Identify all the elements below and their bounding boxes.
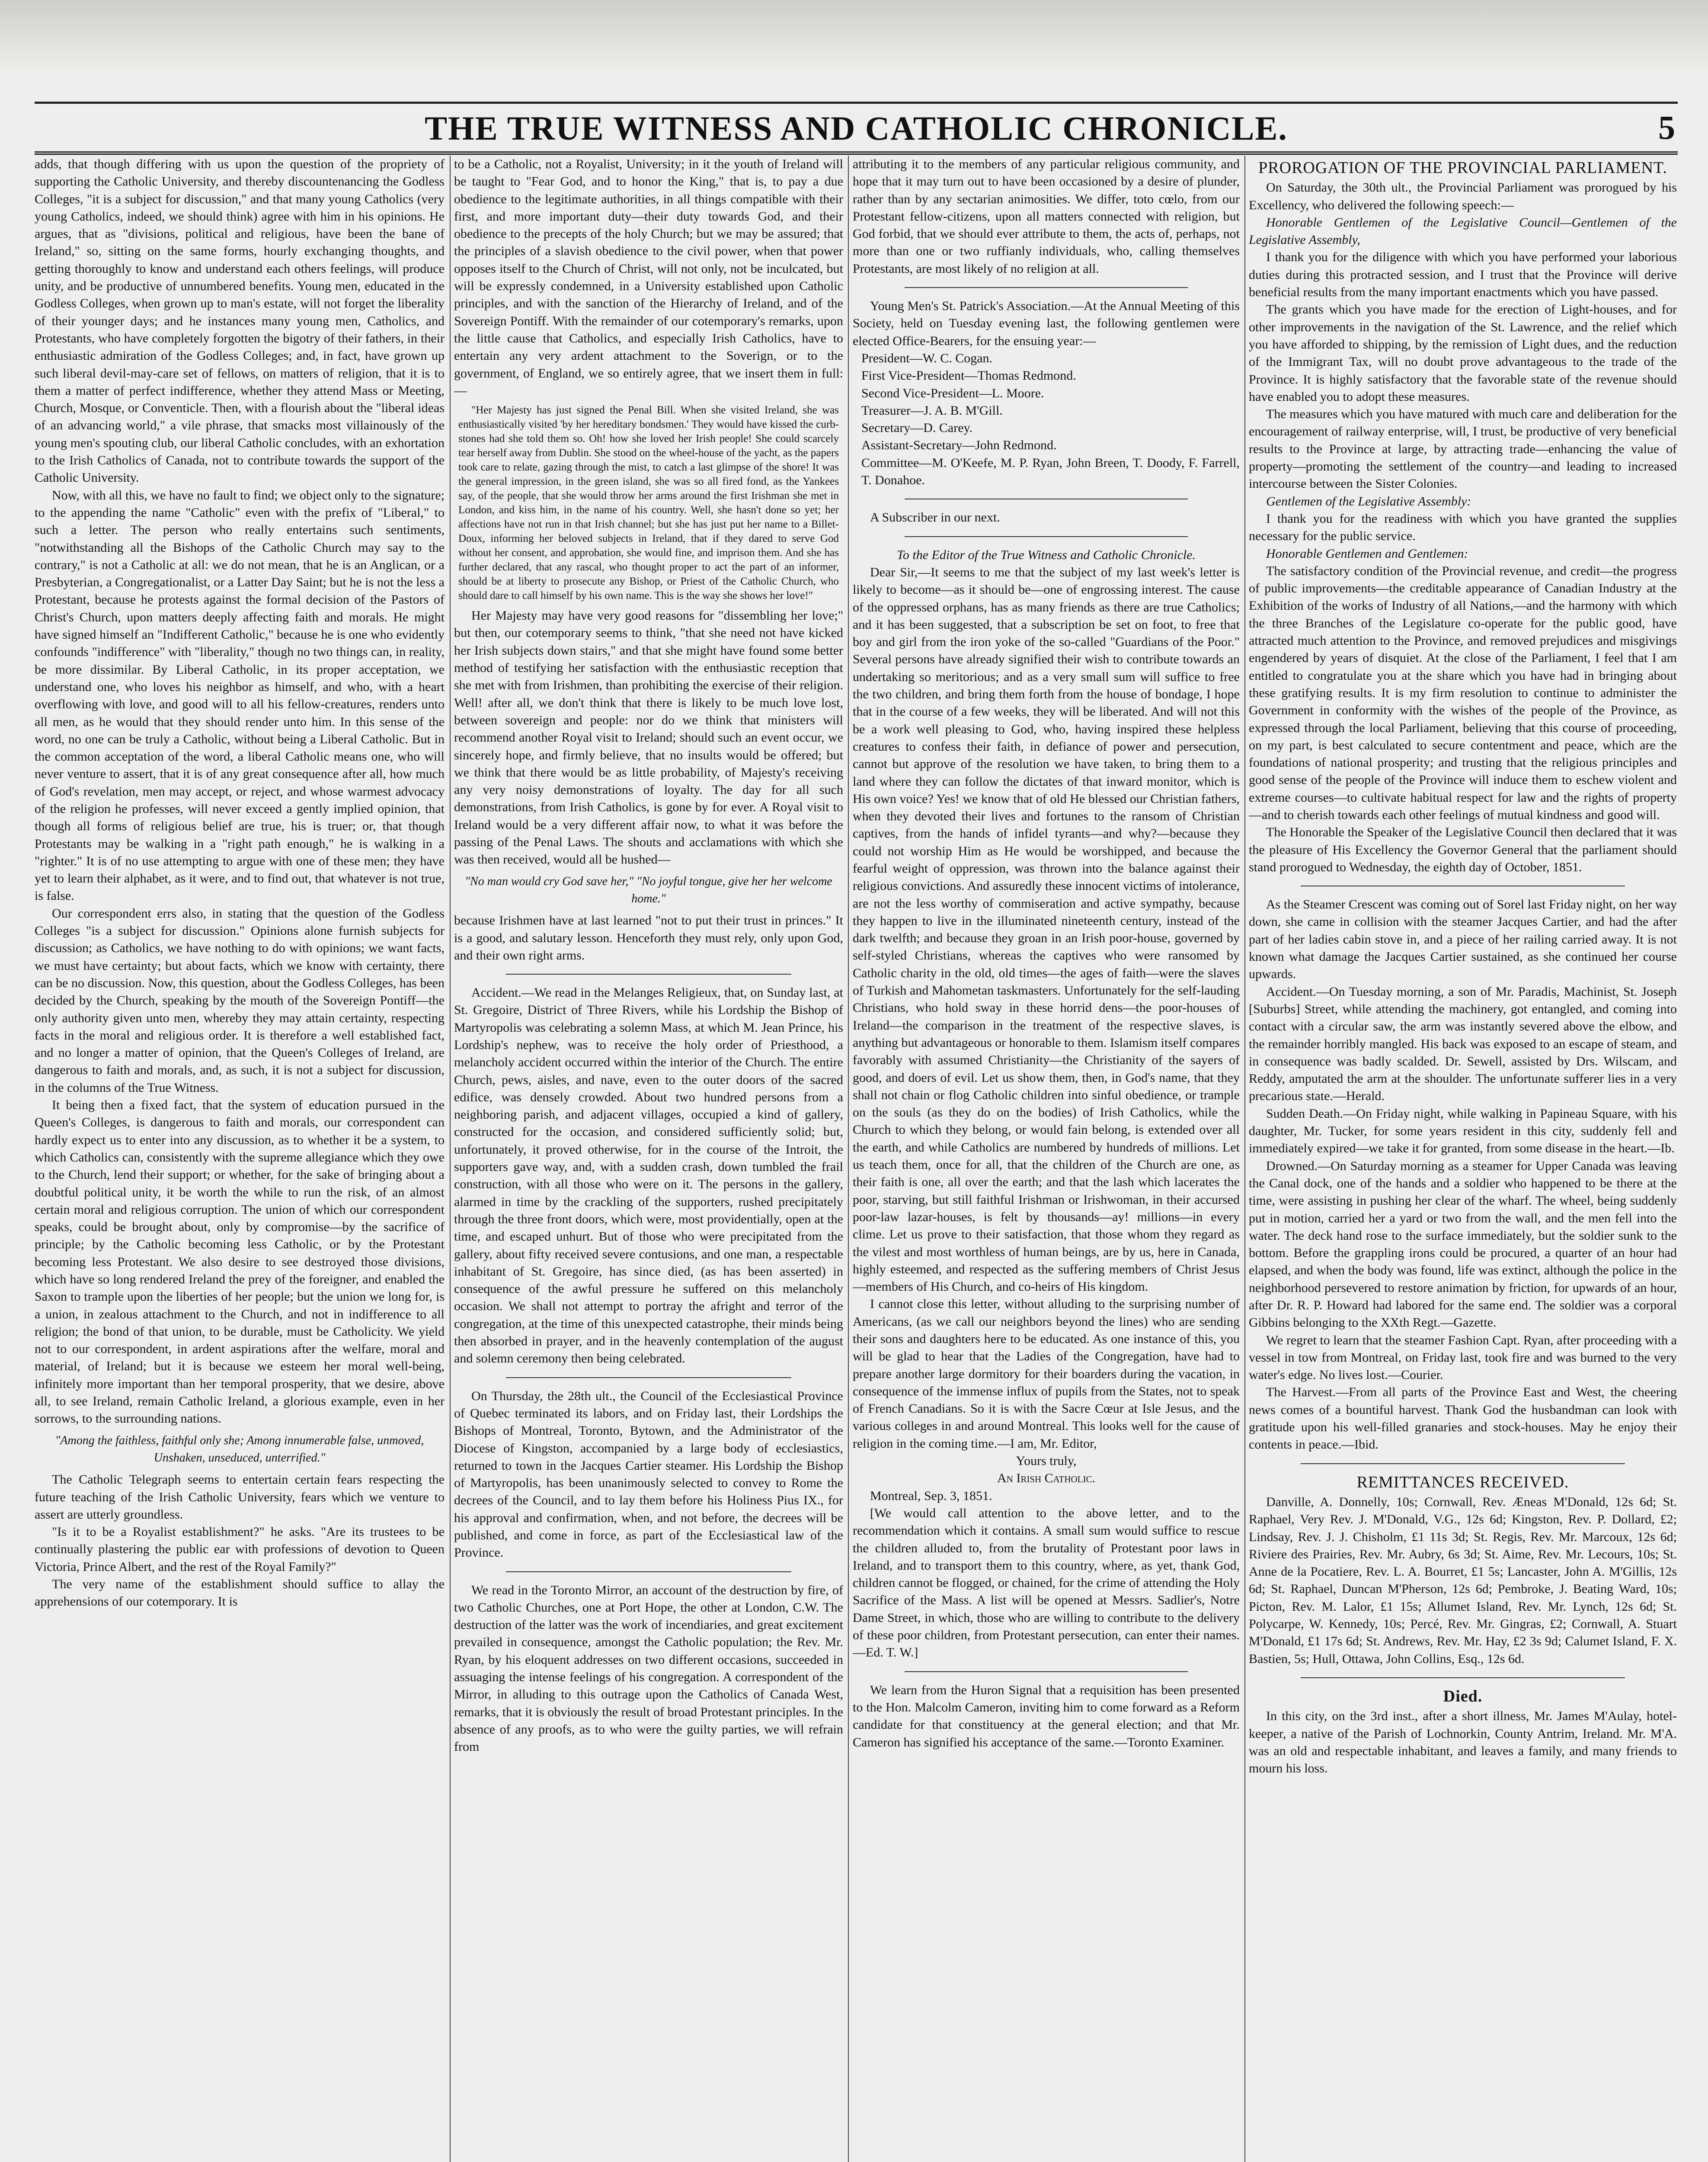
verse-quote: "Among the faithless, faithful only she; Among innumerable false, unmoved, Unshaken, unseduced, unterrified." [55, 1433, 424, 1465]
died-heading: Died. [1443, 1687, 1483, 1705]
article-paragraph: The Honorable the Speaker of the Legislative Council then declared that it was the pleasure of His Excellency the Governor General that the parliament should stand prorogued to Wednesday, the eighth day of October, 1851. [1249, 825, 1677, 874]
column-3 [853, 156, 1240, 2162]
officer-item: Secretary—D. Carey. [861, 421, 973, 435]
article-paragraph: Drowned.—On Saturday morning as a steamer for Upper Canada was leaving the Canal dock, one of the hands and a soldier who happened to be there at the time, were assisting in pushing her clear of the wharf. The wheel, being suddenly put in motion, carried her a yard or two from the wall, and the men fell into the water. The deck hand rose to the surface immediately, but the soldier sunk to the bottom. Before the grappling irons could be procured, a quarter of an hour had elapsed, and when the body was found, life was extinct, although the police in the neighborhood persevered to restore animation by friction, for upwards of an hour, after Dr. R. P. Howard had labored for the same end. The soldier was a corporal Gibbins belonging to the XXth Regt.—Gazette. [1249, 1158, 1677, 1330]
article-paragraph: The Catholic Telegraph seems to entertain certain fears respecting the future teaching of the Irish Catholic University, fears which we venture to assert are utterly groundless. [35, 1472, 445, 1522]
salutation: Honorable Gentlemen of the Legislative Council—Gentlemen of the Legislative Assembly, [1249, 215, 1677, 247]
article-paragraph: to be a Catholic, not a Royalist, University; in it the youth of Ireland will be taught to "Fear God, and to honor the King," that is, to pay a due obedience to the legitimate authorities, in all things compatible with their first, and more important duty—their duty towards God, and their obedience to the precepts of the holy Church; but we may be assured; that the principles of a slavish obedience to the civil power, when that power opposes itself to the Church of Christ, will not only, not be inculcated, but will be expressly condemned, in a University established upon Catholic principles, and with the sanction of the Hierarchy of Ireland, and of the Sovereign Pontiff. With the remainder of our cotemporary's remarks, upon the little cause that Catholics, and especially Irish Catholics, have to entertain any very ardent attachment to the Soverign, or to the government, of England, we so entirely agree, that we insert them in full:— [454, 157, 843, 398]
letter-dateline: Montreal, Sep. 3, 1851. [870, 1488, 992, 1503]
article-paragraph: because Irishmen have at last learned "not to put their trust in princes." It is a good, and salutary lesson. Henceforth they must rely, only upon God, and their own right arms. [454, 913, 843, 963]
officer-item: President—W. C. Cogan. [861, 351, 993, 365]
page-number: 5 [1658, 109, 1675, 146]
officer-item: First Vice-President—Thomas Redmond. [861, 368, 1076, 383]
section-rule [506, 1377, 791, 1378]
article-paragraph: Sudden Death.—On Friday night, while walking in Papineau Square, with his daughter, Mr. Tucker, for some years resident in this city, suddenly fell and immediately expired—we take it for granted, from some disease in the heart.—Ib. [1249, 1106, 1677, 1156]
article-paragraph: The measures which you have matured with much care and deliberation for the encouragement of railway enterprise, will, I trust, be productive of very beneficial results to the Province at large, by attracting trade—enhancing the value of property—promoting the settlement of the country—and leading to increased intercourse between the Sister Colonies. [1249, 407, 1677, 491]
article-paragraph: As the Steamer Crescent was coming out of Sorel last Friday night, on her way down, she came in collision with the steamer Jacques Cartier, and had the after part of her ladies cabin stove in, and a piece of her railing carried away. It is not known what damage the Jacques Cartier sustained, as she continued her course upwards. [1249, 897, 1677, 982]
letter-paragraph: I cannot close this letter, without alluding to the surprising number of Americans, (as we call our neighbors beyond the lines) who are sending their sons and daughters here to be educated. As one instance of this, you will be glad to hear that the Ladies of the Congregation, have had to prepare another large dormitory for their boarders during the vacation, in consequence of the immense influx of pupils from the States, not to speak of French Canadians. So it is with the Sacre Cœur at Isle Jesus, and the various colleges in and around Montreal. This looks well for the cause of religion in the coming time.—I am, Mr. Editor, [853, 1297, 1240, 1451]
article-paragraph: Her Majesty may have very good reasons for "dissembling her love;" but then, our cotemporary seems to think, "that she need not have kicked her Irish subjects down stairs," and that she might have found some better method of testifying her satisfaction with the enthusiastic reception that she met with from Irishmen, than prohibiting the exercise of their religion. Well! after all, we don't think that there is likely to be much love lost, between sovereign and people: nor do we think that ministers will recommend another Royal visit to Ireland; should such an event occur, we sincerely hope, and firmly believe, that no insults would be offered; but we think that there would be as little probability, of Majesty's receiving any very noisy demonstrations of loyalty. The day for all such demonstrations, from Irish Catholics, is gone by for ever. A Royal visit to Ireland would be a very different affair now, to what it was before the passing of the Penal Laws. The shouts and acclamations with which she was then received, would all be hushed— [454, 608, 843, 867]
column-1 [35, 156, 445, 2162]
obituary: In this city, on the 3rd inst., after a short illness, Mr. James M'Aulay, hotel-keeper, a native of the Parish of Lochnorkin, County Antrim, Ireland. Mr. M'A. was an old and respectable inhabitant, and leaves a family, and many friends to mourn his loss. [1249, 1709, 1677, 1776]
column-divider [1244, 156, 1245, 2162]
column-4 [1249, 156, 1677, 2162]
officer-item: Treasurer—J. A. B. M'Gill. [861, 403, 1003, 418]
article-paragraph: Our correspondent errs also, in stating that the question of the Godless Colleges "is a subject for discussion." Opinions alone furnish subjects for discussion; as Catholics, we have nothing to do with opinions; we want facts, we must have certainty; but about facts, which we know with certainty, there can be no discussion. Now, this question, about the Godless Colleges, has been decided by the Church, speaking by the mouth of the Sovereign Pontiff—the only authority given unto men, whereby they may attain certainty, respecting facts in the moral and religious order. It is therefore a well established fact, and no longer a matter of opinion, that the Queen's Colleges of Ireland, are dangerous to faith and morals, and, as such, it is not a subject for discussion, in the columns of the True Witness. [35, 906, 445, 1095]
article-paragraph: We read in the Toronto Mirror, an account of the destruction by fire, of two Catholic Churches, one at Port Hope, the other at London, C.W. The destruction of the latter was the work of incendiaries, and great excitement prevailed in consequence, amongst the Catholic population; the Rev. Mr. Ryan, by his eloquent addresses on two different occasions, succeeded in assuaging the intense feelings of his congregation. A correspondent of the Mirror, in alluding to this outrage upon the Catholics of Canada West, remarks, that it is obviously the result of broad Protestant principles. In the absence of any proofs, as to who were the guilty parties, we will refrain from [454, 1583, 843, 1754]
section-rule [905, 287, 1188, 288]
article-paragraph: adds, that though differing with us upon the question of the propriety of supporting the Catholic University, and thereby discountenancing the Godless Colleges, "it is a subject for discussion," and that many young Catholics (very young Catholics, indeed, we should think) agree with him in his opinions. He argues, that as "divisions, political and religious, have been the bane of Ireland," so, sitting on the same forms, hourly exchanging thoughts, and getting thoroughly to know and understand each others feelings, will produce unity, and be productive of unnumbered benefits. Young men, educated in the Godless Colleges, when grown up to man's estate, will not forget the liberality of their younger days; and he instances many young men, Catholics, and Protestants, who have completely forgotten the bigotry of their fathers, in their enthusiastic admiration of the Godless Colleges; and, in fact, have grown up such liberal devil-may-care set of fellows, on matters of religion, that it is to them a matter of perfect indifference, whether they attend Mass or Meeting, Church, Mosque, or Conventicle. Then, with a flourish about the "liberal ideas of an advancing world," a vile phrase, that smacks most villainously of the young men's spouting club, our liberal Catholic concludes, with an exhortation to the Irish Catholics of Canada, not to contribute towards the support of the Catholic University. [35, 157, 445, 485]
officer-item: Assistant-Secretary—John Redmond. [861, 438, 1057, 453]
masthead [35, 102, 1678, 155]
article-paragraph: Now, with all this, we have no fault to find; we object only to the signature; to the appending the name "Catholic" even with the prefix of "Liberal," to such a letter. The person who really entertains such sentiments, "notwithstanding all the Bishops of the Catholic Church may say to the contrary," is not a Catholic at all: we do not mean, that he is an Anglican, or a Presbyterian, a Congregationalist, or a Latter Day Saint; but he is not the less a Protestant, because he protests against the formal decision of the Pastors of Christ's Church, upon matters deeply affecting faith and morals. He might have signed himself an "Indifferent Catholic," because he is one who evidently confounds "indifference" with "liberality," though no two things can, in reality, be more dissimilar. By Liberal Catholic, in its proper acceptation, we understand one, who loves his neighbor as himself, and who, with a heart overflowing with love, and good will to all his fellow-creatures, renders unto all men, as he would that they should render unto him. In this sense of the word, no one can be truly a Catholic, without being a Liberal Catholic. But in the common acceptation of the word, a liberal Catholic means one, who will never venture to assert, that it is of any great consequence after all, how much of God's revelation, men may accept, or reject, and whose warmest advocacy of the religion he professes, will never exceed a gently implied opinion, that though all forms of religious belief are true, his is truer; or, that though Protestants may be walking in a "right path enough," he is walking in a "righter." It is of no use attempting to argue with one of these men; they have yet to learn their alphabet, as it were, and to find out, that whatever is not true, is false. [35, 488, 445, 903]
article-paragraph: The grants which you have made for the erection of Light-houses, and for other improvements in the navigation of the St. Lawrence, and the relief which you have afforded to shipping, by the remission of Light dues, and the reduction of the Immigrant Tax, will no doubt prove advantageous to the trade of the Province. It is highly satisfactory that the favorable state of the revenue should have enabled you to adopt these measures. [1249, 302, 1677, 404]
remittances-list: Danville, A. Donnelly, 10s; Cornwall, Rev. Æneas M'Donald, 12s 6d; St. Raphael, Very Rev. J. M'Donald, V.G., 12s 6d; Kingston, Rev. P. Dollard, £2; Lindsay, Rev. J. J. Chisholm, £1 11s 3d; St. Regis, Rev. Mr. Marcoux, 12s 6d; Riviere des Prairies, Rev. Mr. Aubry, 6s 3d; St. Aime, Rev. Mr. Lecours, 10s; St. Anne de la Pocatiere, Rev. L. A. Bourret, £1 5s; Lancaster, John A. M'Gillis, 12s 6d; St. Raphael, Duncan M'Pherson, 12s 6d; Pembroke, J. Beating Ward, 10s; Picton, Rev. M. Lalor, £1 15s; Allumet Island, Rev. Mr. Lynch, 12s 6d; St. Polycarpe, W. Kennedy, 10s; Percé, Rev. Mr. Gingras, £2; Cornwall, A. Stuart M'Donald, £1 17s 6d; St. Andrews, Rev. Mr. Hay, £2 3s 9d; Calumet Island, F. X. Bastien, 5s; Hull, Ottawa, John Collins, Esq., 12s 6d. [1249, 1494, 1677, 1666]
article-paragraph: We learn from the Huron Signal that a requisition has been presented to the Hon. Malcolm Cameron, inviting him to come forward as a Reform candidate for that constituency at the general election; and that Mr. Cameron has signified his acceptance of the same.—Toronto Examiner. [853, 1682, 1240, 1749]
section-rule [1301, 1463, 1625, 1464]
article-paragraph: We regret to learn that the steamer Fashion Capt. Ryan, after proceeding with a vessel in tow from Montreal, on Friday last, took fire and was burned to the very water's edge. No lives lost.—Courier. [1249, 1333, 1677, 1382]
section-rule [1301, 1677, 1625, 1678]
article-paragraph: Accident.—We read in the Melanges Religieux, that, on Sunday last, at St. Gregoire, District of Three Rivers, while his Lordship the Bishop of Martyropolis was celebrating a solemn Mass, at which M. Jean Prince, his Lordship's nephew, was to receive the holy order of Priesthood, a melancholy accident occurred within the interior of the Church. The entire Church, pews, aisles, and nave, even to the outer doors of the sacred edifice, was densely crowded. About two hundred persons from a neighboring parish, and adjacent villages, occupied a kind of gallery, constructed for the occasion, and considered sufficiently solid; but, unfortunately, it proved otherwise, for in the course of the Introit, the supporters gave way, and, with a sudden crash, down tumbled the frail construction, with all those who were on it. The persons in the gallery, alarmed in time by the crackling of the supporters, rushed precipitately through the three front doors, which were, most providentially, open at the time, and escaped unhurt. But of those who were precipitated from the gallery, about fifty received severe contusions, and one man, a respectable inhabitant of St. Gregoire, has since died, (as has been asserted) in consequence of the awful pressure he suffered on this melancholy occasion. We shall not attempt to portray the afright and terror of the congregation, at the time of this unexpected catastrophe, their minds being then absorbed in prayer, and in the heavenly contemplation of the august and solemn ceremony then being celebrated. [454, 985, 843, 1366]
article-paragraph: Accident.—On Tuesday morning, a son of Mr. Paradis, Machinist, St. Joseph [Suburbs] Street, while attending the machinery, got entangled, and coming into contact with a circular saw, the arm was instantly severed above the elbow, and the remainder horribly mangled. His back was exposed to an escape of steam, and in consequence was badly scalded. Dr. Sewell, assisted by Drs. Wilscam, and Reddy, amputated the arm at the shoulder. The unfortunate sufferer lies in a very precarious state.—Herald. [1249, 984, 1677, 1103]
section-heading: PROROGATION OF THE PROVINCIAL PARLIAMENT. [1258, 159, 1667, 177]
letter-signoff: Yours truly, [1016, 1454, 1077, 1468]
notice: A Subscriber in our next. [870, 510, 1000, 525]
article-paragraph: attributing it to the members of any particular religious community, and hope that it may turn out to have been occasioned by a desire of plunder, rather than by any sectarian animosities. We differ, toto cœlo, from our Protestant fellow-citizens, upon all matters connected with religion, but God forbid, that we should ever attribute to them, the acts of, perhaps, not more than one or two ruffianly individuals, who, calling themselves Protestants, are most likely of no religion at all. [853, 157, 1240, 276]
article-paragraph: The very name of the establishment should suffice to allay the apprehensions of our cotemporary. It is [35, 1577, 445, 1609]
section-rule [905, 1671, 1188, 1672]
article-paragraph: The Harvest.—From all parts of the Province East and West, the cheering news comes of a bountiful harvest. Thank God the husbandman can look with gratitude upon his well-filled granaries and stock-houses. May he enjoy their contents in peace.—Ibid. [1249, 1385, 1677, 1452]
section-rule [506, 1571, 791, 1572]
article-paragraph: Young Men's St. Patrick's Association.—At the Annual Meeting of this Society, held on Tuesday evening last, the following gentlemen were elected Office-Bearers, for the ensuing year:— [853, 299, 1240, 348]
article-paragraph: "Is it to be a Royalist establishment?" he asks. "Are its trustees to be continually plastering the public ear with professions of devotion to Queen Victoria, Prince Albert, and the rest of the Royal Family?" [35, 1525, 445, 1574]
article-paragraph: I thank you for the readiness with which you have granted the supplies necessary for the public service. [1249, 511, 1677, 544]
salutation: Gentlemen of the Legislative Assembly: [1266, 494, 1471, 509]
article-paragraph: I thank you for the diligence with which you have performed your laborious duties during this protracted session, and I trust that the Province will derive beneficial results from the many important enactments which you have passed. [1249, 250, 1677, 300]
section-rule [905, 536, 1188, 537]
editor-note: [We would call attention to the above letter, and to the recommendation which it contains. A small sum would suffice to rescue the children alluded to, from the brutality of Protestant poor laws in Ireland, and to transport them to this country, where, as yet, thank God, children cannot be flogged, or chained, for the crime of attending the Holy Sacrifice of the Mass. A list will be opened at Messrs. Sadlier's, Notre Dame Street, in which, those who are willing to contribute to the delivery of these poor children, from Protestant persecution, can enter their names.—Ed. T. W.] [853, 1506, 1240, 1660]
section-rule [506, 974, 791, 975]
scan-edge [0, 0, 1708, 74]
remittances-heading: REMITTANCES RECEIVED. [1356, 1473, 1569, 1491]
salutation: Honorable Gentlemen and Gentlemen: [1266, 546, 1468, 561]
letter-heading: To the Editor of the True Witness and Catholic Chronicle. [896, 547, 1196, 562]
block-quote: "Her Majesty has just signed the Penal Bill. When she visited Ireland, she was enthusiastically visited 'by her hereditary bondsmen.' They would have kissed the curb-stones had she told them so. Oh! how she loved her Irish people! She could scarcely tear herself away from Dublin. She stood on the wheel-house of the yacht, as the papers took care to relate, gazing through the mist, to catch a last glimpse of the shore! It was the general impression, in the green island, she was so all fired fond, as the Yankees say, of the people, that she would throw her arms around the first Irishman she met in London, and kiss him, in the name of his country. Well, she hasn't done so yet; her affections have not run in that Irish channel; but she has just put her name to a Billet-Doux, informing her beloved subjects in Ireland, that if they dared to serve God without her consent, and approbation, she would fine, and imprison them. And she has further declared, that any rascal, who thought proper to act the part of an informer, should be at liberty to prosecute any Bishop, or Priest of the Catholic Church, who should dare to call himself by his own name. This is the way she shows her love!" [458, 404, 839, 602]
officer-item: Committee—M. O'Keefe, M. P. Ryan, John Breen, T. Doody, F. Farrell, T. Donahoe. [861, 455, 1240, 488]
column-divider [848, 156, 849, 2162]
column-2 [454, 156, 843, 2162]
article-paragraph: The satisfactory condition of the Provincial revenue, and credit—the progress of public improvements—the creditable appearance of Canadian Industry at the Exhibition of the works of Industry of all Nations,—and the harmony with which the three Branches of the Legislature co-operate for the public good, have attracted much attention to the Province, and removed prejudices and misgivings engendered by years of disquiet. At the close of the Parliament, I feel that I am entitled to congratulate you at the share which you have had in bringing about these gratifying results. It is my firm resolution to continue to administer the Government in conformity with the wishes of the people of the Province, as expressed through the local Parliament, believing that this course of proceeding, on my part, is best calculated to secure contentment and peace, which are the foundations of national prosperity; and trusting that the religious principles and good sense of the people of the Province will induce them to eschew violent and extreme courses—to cultivate habitual respect for law and the rights of property—and to cherish towards each other feelings of mutual kindness and good will. [1249, 563, 1677, 822]
officer-item: Second Vice-President—L. Moore. [861, 386, 1044, 400]
newspaper-title: THE TRUE WITNESS AND CATHOLIC CHRONICLE. [425, 109, 1288, 147]
article-paragraph: On Thursday, the 28th ult., the Council of the Ecclesiastical Province of Quebec terminated its labors, and on Friday last, their Lordships the Bishops of Montreal, Toronto, Bytown, and the Administrator of the Diocese of Kingston, accompanied by a large body of ecclesiastics, returned to town in the Jacques Cartier steamer. His Lordship the Bishop of Martyropolis, has been unanimously selected to convey to Rome the decrees of the Council, and to lay them before his Holiness Pius IX., for his approval and confirmation, when, and not before, the decrees will be published, and come in force, as part of the Ecclesiastical law of the Province. [454, 1388, 843, 1560]
column-divider [450, 156, 451, 2162]
letter-paragraph: Dear Sir,—It seems to me that the subject of my last week's letter is likely to become—as it should be—one of engrossing interest. The cause of the oppressed orphans, has as many friends as there are true Catholics; and it has been suggested, that a subscription be set on foot, to free that boy and girl from the iron yoke of the so-called "Guardians of the Poor." Several persons have already signified their wish to contribute towards an undertaking so meritorious; and as a very small sum will suffice to free the two children, and bring them forth from the house of bondage, I hope that in the course of a few weeks, they will be liberated. And will not this be a work well pleasing to God, who, having inspired these helpless creatures to confess their faith, in defiance of power and persecution, cannot but approve of the resolution we have taken, to bring them to a land where they can follow the dictates of that inward monitor, which is His own voice? Yes! we know that of old He blessed our Christian fathers, when they devoted their lives and fortunes to the ransom of Christian captives, from the hands of infidel tyrants—and why?—because they could not worship Him as He would be worshipped, and because the fearful weight of oppression, was thrown into the balance against their religious convictions. And assuredly these innocent victims of intolerance, are not the less worthy of commiseration and active sympathy, because they happen to live in the illuminated nineteenth century, instead of the dark twelfth; and because they groan in an Irish poor-house, governed by self-styled Christians, whereas the captives who were ransomed by Catholic charity in the old, old times—the ages of faith—were the slaves of Turkish and Mahometan taskmasters. Unfortunately for the self-lauding Christians, who hold sway in these horrid dens—the poor-houses of Ireland—the comparison in the treatment of the respective slaves, is anything but advantageous or honorable to them. Islamism itself compares favorably with assumed Christianity—the Christianity of the sayers of good, and doers of evil. Let us show them, then, in God's name, that they shall not chain or flog Catholic children into sinful obedience, or trample on the souls (as they do on the bodies) of Irish Catholics, while the Church to which they belong, or would fain belong, is extended over all the earth, and while Catholics are numbered by hundreds of millions. Let us teach them, once for all, that the children of the Church are one, as their faith is one, all over the earth; and that the lash which lacerates the poor, starving, but still faithful Irishman or Irishwoman, in their accursed poor-law lazar-houses, is felt by thousands—ay! millions—in every clime. Let us prove to their satisfaction, that those whom they regard as the vilest and most worthless of human beings, are by us, here in Canada, highly esteemed, and respected as the suffering members of Christ Jesus—members of His Church, and co-heirs of His kingdom. [853, 565, 1240, 1294]
article-paragraph: It being then a fixed fact, that the system of education pursued in the Queen's Colleges, is dangerous to faith and morals, our correspondent can hardly expect us to enter into any discussion, as to whether it be a system, to which Catholics can, consistently with the supreme allegiance which they owe to the Church, lend their support; or whether, for the sake of bringing about a doubtful political unity, it be worth the while to run the risk, of an almost certain moral and religious corruption. The union of which our correspondent speaks, could be brought about, only by compromise—by the sacrifice of principle; by the Catholic becoming less Catholic, or by the Protestant becoming less Protestant. We also desire to see destroyed those divisions, which have so long rendered Ireland the prey of the foreigner, and enabled the Saxon to trample upon the liberties of her people; but the union we long for, is a union, in zealous attachment to the Church, and not in indifference to all religion; the bond of that union, to be durable, must be Catholicity. We yield not to our correspondent, in ardent aspirations after the welfare, moral and material, of Ireland; but it is because we esteem her moral well-being, infinitely more important than her temporal prosperity, that we desire, above all, to see Ireland, remain Catholic Ireland, a glorious example, even in her sorrows, to the surrounding nations. [35, 1098, 445, 1426]
letter-signature: An Irish Catholic. [997, 1471, 1095, 1486]
verse-quote: "No man would cry God save her," "No joyful tongue, give her her welcome home." [465, 874, 832, 905]
article-paragraph: On Saturday, the 30th ult., the Provincial Parliament was prorogued by his Excellency, who delivered the following speech:— [1249, 180, 1677, 212]
